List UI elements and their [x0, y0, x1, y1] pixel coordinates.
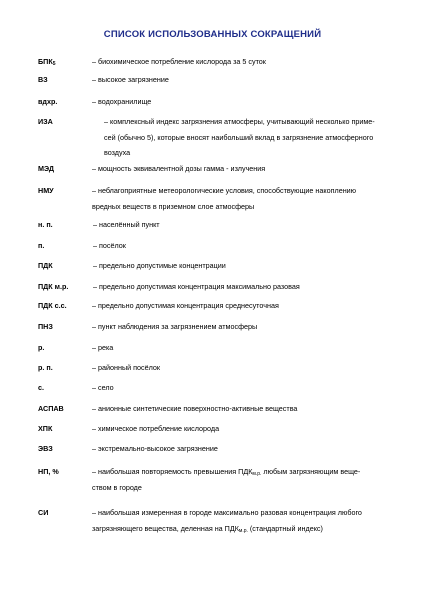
definition-line: – мощность эквивалентной дозы гамма - излучения [92, 164, 266, 173]
abbreviation-definition [93, 258, 373, 274]
abbreviation-term: р. п. [38, 363, 53, 372]
definition-line: – неблагоприятные метеорологические условия, способствующие накоплению [92, 186, 357, 195]
definition-line: – предельно допустимые концентрации [93, 261, 226, 270]
abbreviation-definition [92, 360, 372, 376]
definition-line: – анионные синтетические поверхностно-активные вещества [92, 404, 298, 413]
abbreviation-definition [92, 183, 392, 214]
abbreviation-term: н. п. [38, 220, 53, 229]
definition-line: – высокое загрязнение [92, 75, 169, 84]
definition-line: – комплексный индекс загрязнения атмосферы, учитывающий несколько приме- [104, 117, 375, 126]
definition-line: – предельно допустимая концентрация максимально разовая [93, 282, 300, 291]
abbreviation-term: АСПАВ [38, 404, 64, 413]
definition-line: – наибольшая измеренная в городе максимально разовая концентрация любого [92, 508, 362, 517]
definition-line: – районный посёлок [92, 363, 161, 372]
abbreviation-definition [92, 401, 392, 417]
definition-line: – село [92, 383, 114, 392]
definition-line: – посёлок [93, 241, 126, 250]
abbreviation-definition [92, 441, 372, 457]
abbreviation-term: вдхр. [38, 97, 58, 106]
abbreviation-definition [93, 217, 373, 233]
abbreviation-term: р. [38, 343, 45, 352]
abbreviation-definition [104, 114, 391, 161]
definition-line: – биохимическое потребление кислорода за 5 суток [92, 57, 266, 66]
abbreviation-definition [92, 298, 392, 314]
definition-line: – предельно допустимая концентрация среднесуточная [92, 301, 279, 310]
definition-line: – химическое потребление кислорода [92, 424, 220, 433]
abbreviation-term: ХПК [38, 424, 53, 433]
abbreviation-definition [92, 319, 392, 335]
definition-line: – пункт наблюдения за загрязнением атмосферы [92, 322, 258, 331]
definition-line: ством в городе [92, 482, 142, 492]
definition-line: – населённый пункт [93, 220, 160, 229]
definition-line: воздуха [104, 148, 131, 157]
definition-line: – экстремально-высокое загрязнение [92, 444, 218, 453]
abbreviation-term: п. [38, 241, 45, 250]
abbreviation-definition [93, 279, 393, 295]
page-title: СПИСОК ИСПОЛЬЗОВАННЫХ СОКРАЩЕНИЙ [103, 29, 322, 40]
abbreviation-definition [92, 94, 372, 110]
definition-line: – водохранилище [92, 97, 152, 106]
definition-line: вредных веществ в приземном слое атмосферы [92, 201, 255, 211]
abbreviation-definition [92, 464, 392, 495]
abbreviation-definition [92, 72, 372, 88]
abbreviation-term: ИЗА [38, 117, 53, 126]
abbreviation-term: $БПК_5$ [38, 57, 56, 67]
abbreviation-term: ВЗ [38, 75, 48, 84]
definition-line: – река [92, 343, 114, 352]
abbreviation-term: СИ [38, 508, 49, 517]
definition-line: – наибольшая повторяемость превышения $ПДК_{м.р.}$ любым загрязняющим веще- [92, 467, 361, 477]
abbreviation-term: ЭВЗ [38, 444, 53, 453]
abbreviation-term: НП, % [38, 467, 59, 476]
abbreviation-definition [92, 380, 372, 396]
abbreviation-term: ПДК [38, 261, 53, 270]
abbreviation-definition [92, 421, 372, 437]
abbreviation-term: НМУ [38, 186, 54, 195]
abbreviation-term: МЭД [38, 164, 55, 173]
definition-line: загрязняющего вещества, деленная на $ПДК_{м.р.}$ (стандартный индекс) [92, 523, 323, 534]
definition-line: сей (обычно 5), которые вносят наибольший вклад в загрязнение атмосферного [104, 132, 374, 142]
abbreviation-term: ПДК с.с. [38, 301, 67, 310]
abbreviation-definition [92, 161, 392, 177]
abbreviation-term: ПНЗ [38, 322, 53, 331]
abbreviation-definition [92, 340, 372, 356]
abbreviation-term: с. [38, 383, 44, 392]
abbreviation-definition [92, 505, 392, 536]
abbreviation-definition [92, 54, 372, 70]
abbreviation-term: ПДК м.р. [38, 282, 69, 291]
abbreviation-definition [93, 238, 373, 254]
